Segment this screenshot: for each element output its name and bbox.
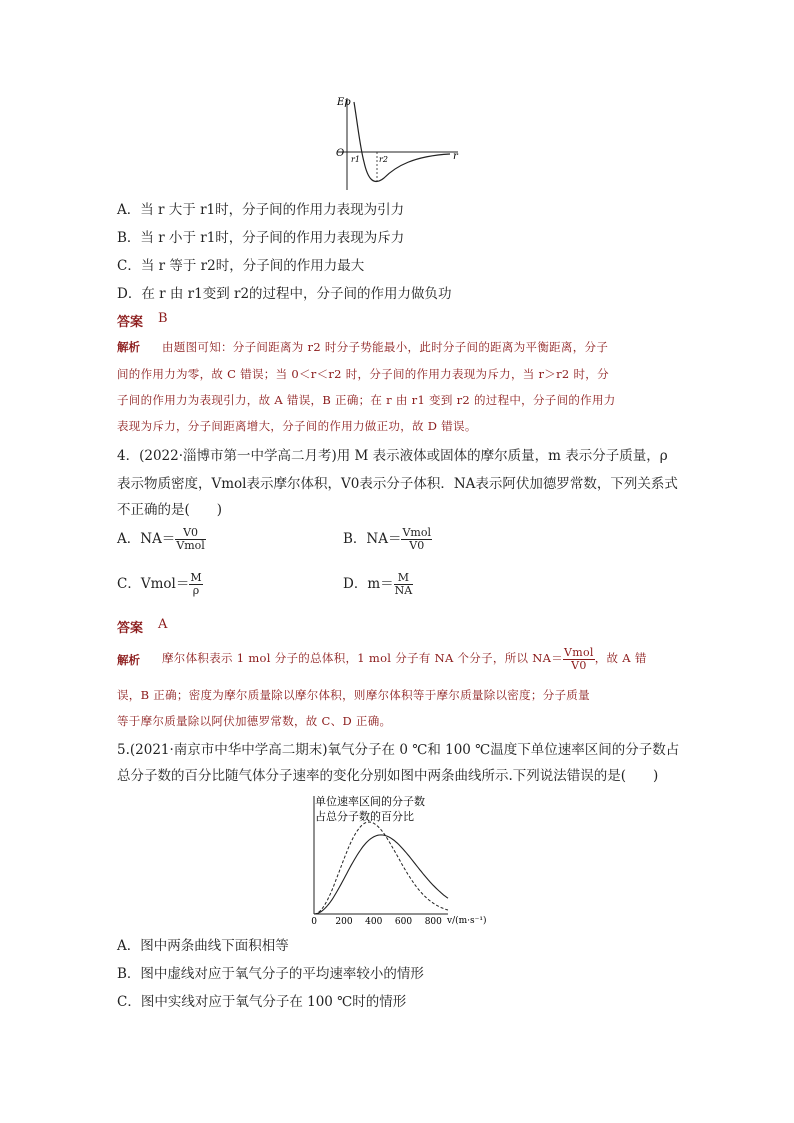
q5-stem-line: 5.(2021·南京市中华中学高二期末)氧气分子在 0 ℃和 100 ℃温度下单位速率区间的分子数占: [117, 742, 680, 758]
q3-analysis-line: 由题图可知：分子间距离为 r2 时分子势能最小，此时分子间的距离为平衡距离，分子: [162, 340, 609, 354]
chart-title-line1: 单位速率区间的分子数: [315, 795, 425, 808]
q5-option-b: B．图中虚线对应于氧气分子的平均速率较小的情形: [117, 966, 424, 982]
q4-analysis-line: 误，B 正确；密度为摩尔质量除以摩尔体积，则摩尔体积等于摩尔质量除以密度；分子质量: [117, 688, 590, 702]
r-axis-label: r: [453, 151, 458, 162]
q4-analysis-label: 解析: [117, 653, 140, 667]
q4-option-c: C．Vmol＝ $\frac{M}{\rho}$: [117, 571, 202, 597]
series-solid-line: [314, 835, 448, 914]
q5-option-a: A．图中两条曲线下面积相等: [117, 938, 289, 954]
series-dashed-line: [314, 822, 448, 914]
q4-stem-line: 表示物质密度，Vmol表示摩尔体积，V0表示分子体积．NA表示阿伏加德罗常数，下列关系式: [117, 476, 678, 492]
q4-answer-value: A: [158, 617, 168, 632]
chart-title-line2: 占总分子数的百分比: [315, 810, 414, 823]
q4-option-d: D．m＝ $\frac{M}{NA}$: [343, 571, 413, 597]
x-axis-label: v/(m·s⁻¹): [447, 916, 487, 926]
q4-analysis-line: 摩尔体积表示 1 mol 分子的总体积，1 mol 分子有 NA 个分子，所以 NA＝ $\frac{\text{Vmol}}{V0}$ ，故 A 错: [162, 645, 647, 672]
q3-analysis-line: 间的作用力为零，故 C 错误；当 0＜r＜r2 时，分子间的作用力表现为斥力，当 r＞r2 时，分: [117, 367, 609, 381]
speed-distribution-chart: [300, 792, 500, 932]
q4-answer-label: 答案: [117, 621, 144, 636]
q3-analysis-line: 子间的作用力为表现引力，故 A 错误，B 正确；在 r 由 r1 变到 r2 的过程中，分子间的作用力: [117, 393, 616, 407]
q4-stem-line: 不正确的是( ): [117, 502, 223, 518]
ep-axis-label: Ep: [337, 97, 351, 108]
potential-energy-figure: [330, 92, 470, 192]
q4-stem-line: 4．(2022·淄博市第一中学高二月考)用 M 表示液体或固体的摩尔质量，m 表示分子质量，ρ: [117, 448, 668, 464]
x-tick-label: 800: [424, 917, 442, 927]
x-tick-label: 200: [335, 917, 353, 927]
x-tick-label: 400: [365, 917, 383, 927]
q3-option-b: B．当 r 小于 r1时，分子间的作用力表现为斥力: [117, 230, 405, 246]
q5-stem-line: 总分子数的百分比随气体分子速率的变化分别如图中两条曲线所示.下列说法错误的是( ): [117, 768, 659, 784]
q3-answer-value: B: [158, 311, 168, 326]
q3-analysis-line: 表现为斥力，分子间距离增大，分子间的作用力做正功，故 D 错误。: [117, 419, 477, 433]
q4-analysis-line: 等于摩尔质量除以阿伏加德罗常数，故 C、D 正确。: [117, 714, 392, 728]
q4-option-a: A．NA＝ $\frac{V0}{\text{Vmol}}$: [117, 526, 205, 552]
q3-option-d: D．在 r 由 r1变到 r2的过程中，分子间的作用力做负功: [117, 286, 452, 302]
x-tick-label: 600: [394, 917, 413, 927]
r2-label: r2: [379, 155, 388, 164]
q3-analysis-label: 解析: [117, 340, 140, 354]
q3-option-a: A．当 r 大于 r1时，分子间的作用力表现为引力: [117, 202, 405, 218]
r1-label: r1: [351, 155, 360, 164]
q3-option-c: C．当 r 等于 r2时，分子间的作用力最大: [117, 258, 365, 274]
q5-option-c: C．图中实线对应于氧气分子在 100 ℃时的情形: [117, 994, 407, 1010]
q4-option-b: B．NA＝ $\frac{\text{Vmol}}{V0}$: [343, 526, 431, 552]
q3-answer-label: 答案: [117, 315, 144, 330]
origin-label: O: [336, 148, 345, 159]
x-tick-label: 0: [311, 917, 317, 927]
